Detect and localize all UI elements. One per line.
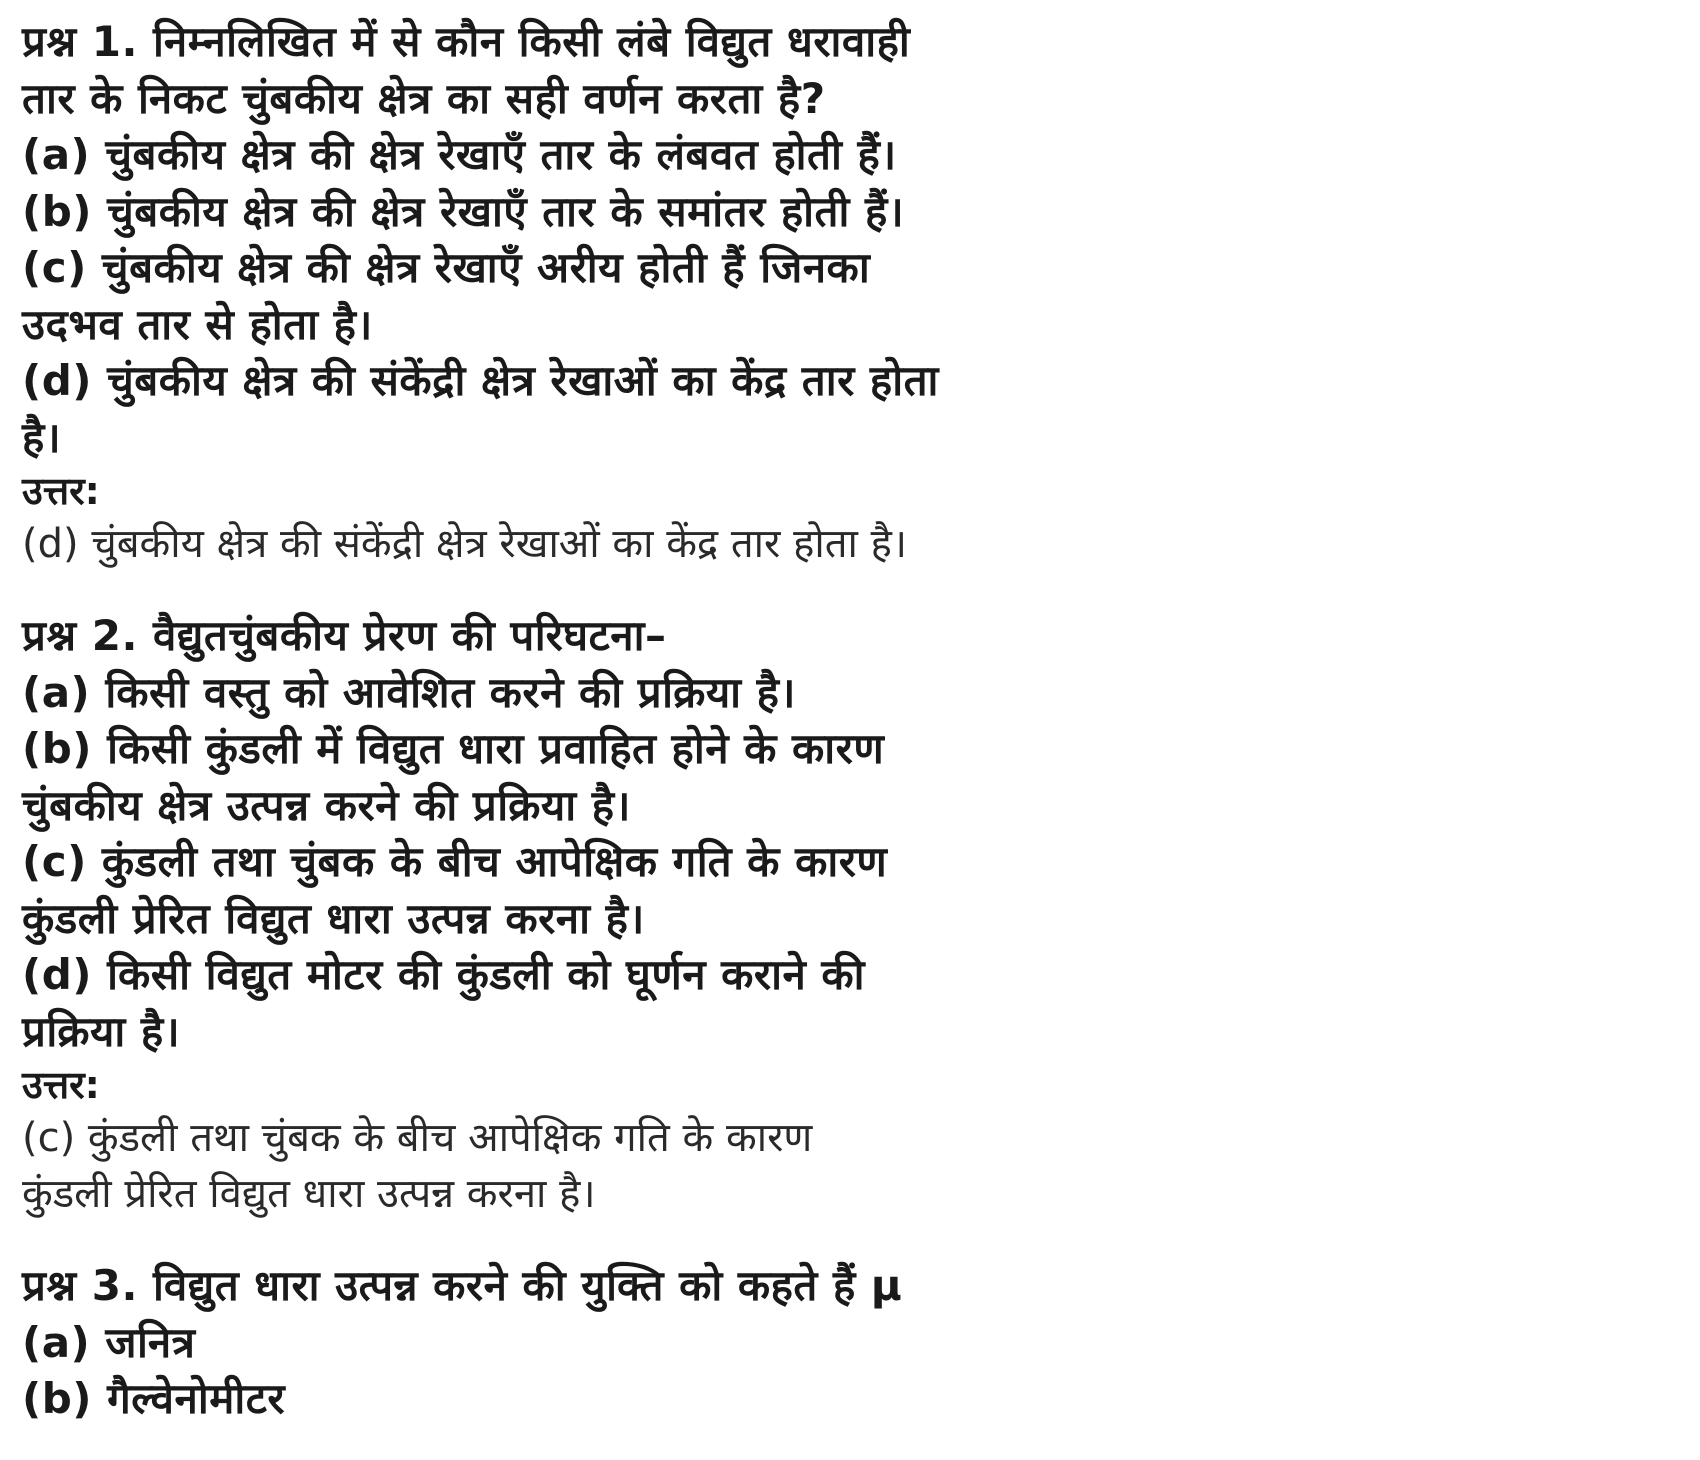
- question-2-option-a: (a) किसी वस्तु को आवेशित करने की प्रक्रिया है।: [22, 667, 796, 717]
- question-2-answer-text-1: (c) कुंडली तथा चुंबक के बीच आपेक्षिक गति के कारण: [22, 1115, 813, 1161]
- question-1-option-c: (c) चुंबकीय क्षेत्र की क्षेत्र रेखाएँ अरीय होती हैं जिनका: [22, 243, 871, 292]
- question-1-option-d: (d) चुंबकीय क्षेत्र की संकेंद्री क्षेत्र रेखाओं का केंद्र तार होता: [22, 356, 939, 405]
- question-1-option-a: (a) चुंबकीय क्षेत्र की क्षेत्र रेखाएँ तार के लंबवत होती हैं।: [22, 130, 897, 179]
- question-2-answer-label: उत्तर:: [22, 1063, 100, 1107]
- question-2-option-d: (d) किसी विद्युत मोटर की कुंडली को घूर्णन कराने की: [22, 950, 866, 999]
- question-3-option-a: (a) जनित्र: [22, 1317, 196, 1367]
- question-2-line-1: प्रश्न 2. वैद्युतचुंबकीय प्रेरण की परिघटना–: [22, 611, 667, 660]
- question-2-answer-text-2: कुंडली प्रेरित विद्युत धारा उत्पन्न करना है।: [22, 1171, 596, 1217]
- question-2: [22, 608, 1152, 1222]
- question-3-line-1: प्रश्न 3. विद्युत धारा उत्पन्न करने की युक्ति को कहते हैं µ: [22, 1261, 903, 1310]
- question-2-option-c: (c) कुंडली तथा चुंबक के बीच आपेक्षिक गति के कारण: [22, 837, 888, 886]
- question-2-option-b-cont: चुंबकीय क्षेत्र उत्पन्न करने की प्रक्रिया है।: [22, 780, 631, 830]
- question-1-answer-text: (d) चुंबकीय क्षेत्र की संकेंद्री क्षेत्र रेखाओं का केंद्र तार होता है।: [22, 521, 907, 567]
- question-3-option-b: (b) गैल्वेनोमीटर: [22, 1374, 286, 1423]
- question-2-option-d-cont: प्रक्रिया है।: [22, 1006, 181, 1056]
- document-page: [22, 14, 1152, 1428]
- question-1-option-d-cont: है।: [22, 412, 62, 462]
- question-1-option-c-cont: उदभव तार से होता है।: [22, 299, 373, 349]
- question-2-option-b: (b) किसी कुंडली में विद्युत धारा प्रवाहित होने के कारण: [22, 724, 885, 773]
- question-1-answer-label: उत्तर:: [22, 469, 100, 513]
- question-1-line-1: प्रश्न 1. निम्नलिखित में से कौन किसी लंबे विद्युत धरावाही: [22, 17, 911, 66]
- question-1-line-2: तार के निकट चुंबकीय क्षेत्र का सही वर्णन करता है?: [22, 73, 826, 123]
- question-1: [22, 14, 1152, 572]
- question-3: [22, 1258, 1152, 1428]
- question-2-option-c-cont: कुंडली प्रेरित विद्युत धारा उत्पन्न करना है।: [22, 893, 645, 943]
- question-1-option-b: (b) चुंबकीय क्षेत्र की क्षेत्र रेखाएँ तार के समांतर होती हैं।: [22, 186, 905, 236]
